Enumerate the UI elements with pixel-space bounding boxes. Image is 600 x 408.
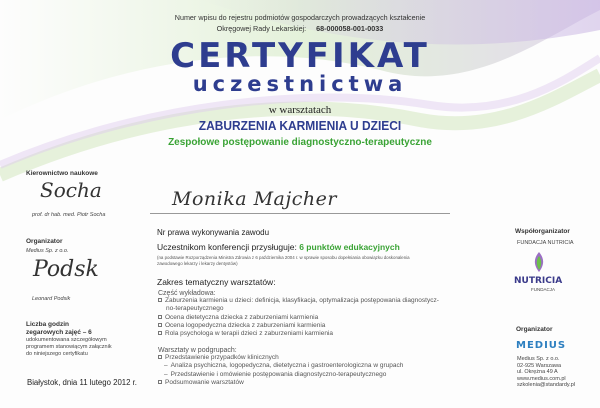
groups-heading: Warsztaty w podgrupach: [158, 347, 237, 354]
list-item: Zaburzenia karmienia u dzieci: definicja, klasyfikacja, optymalizacja postępowania diagnostycz- [158, 297, 439, 305]
list-item: Rola psychologa w terapii dzieci z zaburzeniami karmienia [158, 330, 439, 338]
scientific-signature: Socha [40, 178, 102, 202]
workshop-subtitle: Zespołowe postępowanie diagnostyczno-terapeutyczne [168, 136, 432, 148]
hours-text-3: do niniejszego certyfikatu [26, 351, 88, 357]
organizer-label-right: Organizator [516, 326, 553, 333]
conference-points-value: 6 punktów edukacyjnych [299, 242, 400, 252]
nutricia-logo-icon [527, 250, 551, 274]
participant-name: Monika Majcher [172, 188, 337, 210]
organizer-label-left: Organizator [26, 238, 63, 245]
lectures-heading: Część wykładowa: [158, 290, 216, 297]
conference-note-line-1: (na podstawie Rozporządzenia Ministra Zdrowia z 6 października 2004 r. w sprawie sposobu dopełniania obowiązku doskonalenia [157, 255, 410, 260]
list-item: Ocena logopedyczna dziecka z zaburzeniami karmienia [158, 322, 439, 330]
list-item: Przedstawienie przypadków klinicznych [158, 354, 403, 362]
license-number-label: Nr prawa wykonywania zawodu [157, 228, 270, 237]
scientific-manager-name: prof. dr hab. med. Piotr Socha [32, 212, 106, 218]
conference-note [157, 255, 467, 267]
co-organizer-foundation: FUNDACJA NUTRICIA [517, 240, 574, 246]
registry-number: 68-000058-001-0033 [316, 24, 384, 33]
nutricia-logo-text: NUTRICIA [514, 276, 563, 286]
address-line: www.medius.com.pl [517, 375, 566, 382]
organizer-signature: Podsk [33, 257, 99, 282]
checkbox-bullet-icon [158, 355, 162, 359]
address-line: Medius Sp. z o.o. [517, 356, 560, 362]
checkbox-bullet-icon [158, 315, 162, 319]
hours-label: Liczba godzin [26, 321, 69, 328]
registry-number-line [0, 24, 600, 33]
hours-text-2: programem stanowiącym załącznik [26, 344, 112, 350]
issue-date: Białystok, dnia 11 lutego 2012 r. [27, 378, 137, 387]
hours-count: zegarowych zajęć – 6 [26, 329, 92, 336]
checkbox-bullet-icon [158, 298, 162, 302]
organizer-name-left: Medius Sp. z o.o. [26, 248, 69, 254]
checkbox-bullet-icon [158, 331, 162, 335]
workshop-intro: w warsztatach [268, 104, 332, 116]
registry-line: Numer wpisu do rejestru podmiotów gospodarczych prowadzących kształcenie [174, 13, 426, 22]
list-item: – Analiza psychiczna, logopedyczna, dietetyczna i gastroenterologiczna w grupach [164, 362, 404, 370]
checkbox-bullet-icon [158, 380, 162, 384]
scope-title: Zakres tematyczny warsztatów: [157, 277, 276, 287]
list-item: – Przedstawienie i omówienie postępowania diagnostyczno-terapeutycznego [164, 370, 387, 378]
certificate-subtitle: uczestnictwa [192, 72, 408, 96]
scientific-management-label: Kierownictwo naukowe [26, 170, 98, 177]
organizer-address [517, 356, 575, 389]
checkbox-bullet-icon [158, 323, 162, 327]
name-underline [150, 213, 450, 214]
list-item: Podsumowanie warsztatów [158, 379, 403, 387]
medius-logo: MEDIUS [516, 340, 567, 351]
address-line: ul. Okrężna 49 A [517, 369, 558, 375]
nutricia-logo-subtext: FUNDACJA [531, 287, 556, 292]
address-line: szkolenia@standardy.pl [517, 382, 576, 388]
list-item: Ocena dietetyczna dziecka z zaburzeniami karmienia [158, 314, 439, 322]
hours-text-1: udokumentowana szczegółowym [26, 337, 107, 343]
address-line: 02-925 Warszawa [517, 362, 562, 369]
groups-section [158, 347, 403, 387]
conference-note-line-2: zawodowego lekarzy i lekarzy dentystów) [157, 261, 238, 266]
workshop-title: ZABURZENIA KARMIENIA U DZIECI [198, 118, 402, 133]
lectures-section [158, 290, 439, 338]
conference-points-label: Uczestnikom konferencji przysługuje: [157, 242, 297, 252]
co-organizer-label: Współorganizator [515, 228, 570, 235]
conference-points-line [157, 242, 400, 252]
certificate-title: CERTYFIKAT [170, 36, 430, 76]
list-item: no-terapeutycznego [166, 305, 224, 313]
organizer-person-name: Leonard Podsik [32, 296, 71, 302]
registry-label: Okręgowej Rady Lekarskiej: [216, 24, 307, 33]
